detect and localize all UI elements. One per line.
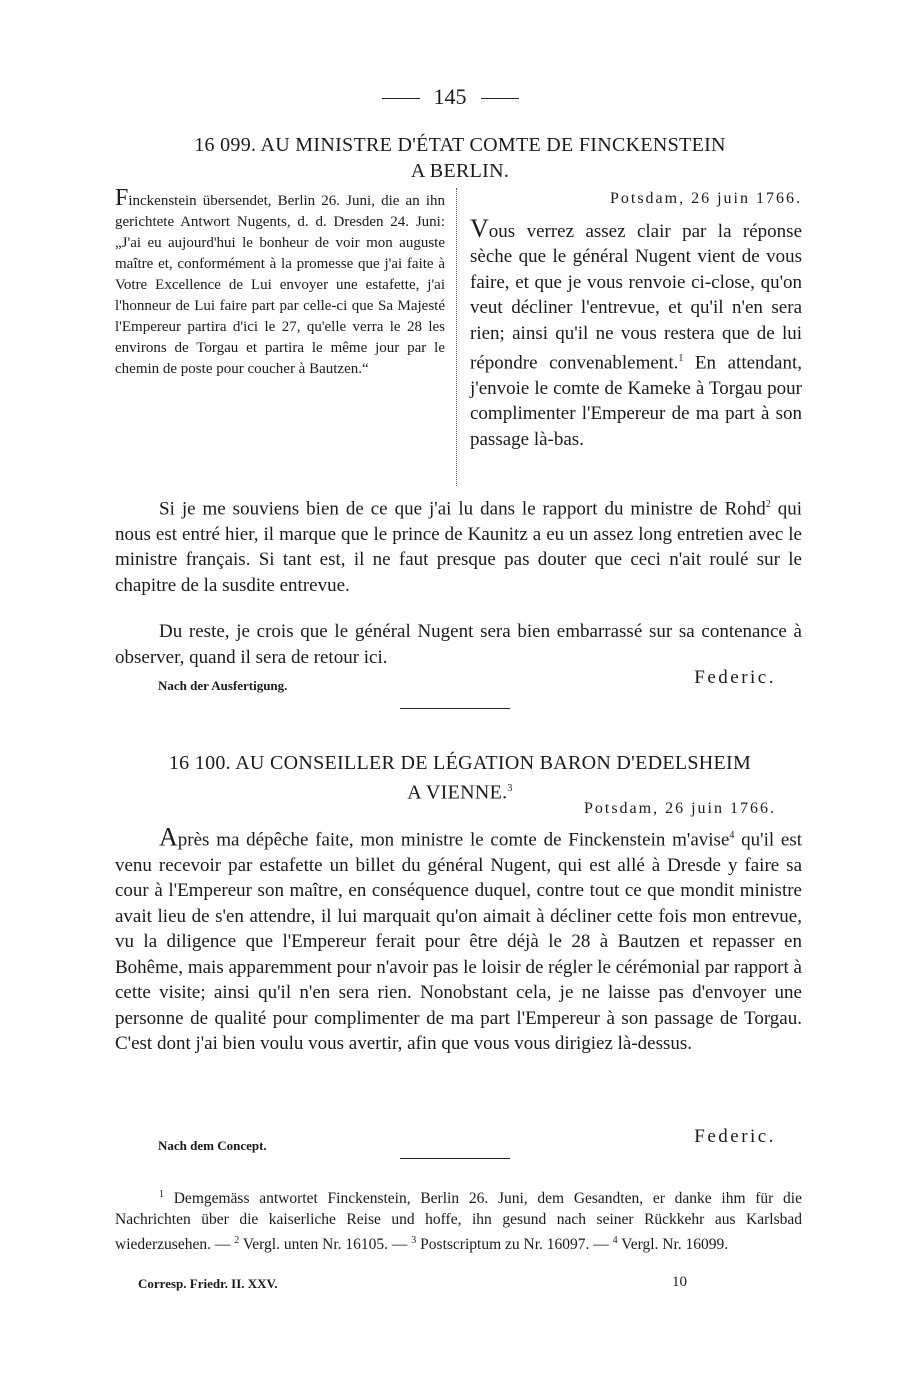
summary-text: inckenstein übersendet, Berlin 26. Juni, die an ihn gerichtete Antwort Nugents, d. d. Dresden 24. Juni: „J'ai eu aujourd'hui le bonheur de voir mon auguste maître et, conformément à la promesse que j'ai faite à Votre Excellence de Lui envoyer une estafette, j'ai l'honneur de Lui faire part par celle-ci que Sa Majesté l'Empereur partira d'ici le 27, qu'elle verra le 28 les environs de Torgau et partira le même jour par le chemin de poste pour coucher à Bautzen.“ [115,193,445,377]
letter1-summary [115,185,445,380]
para2-part2: qui nous est entré hier, il marque que le prince de Kaunitz a eu un assez long entretien avec le ministre français. Si tant est, il ne faut presque pas douter que ceci n'ait roulé sur le chapitre de la susdite entrevue. [115,498,803,596]
letter2-title-line1: AU CONSEILLER DE LÉGATION BARON D'EDELSHEIM [235,752,752,774]
footnote-text-3: Postscriptum zu Nr. 16097. — [416,1236,609,1254]
letter1-heading [115,132,805,184]
footnote-text-2: Vergl. unten Nr. 16105. — [239,1236,408,1254]
letter1-text-part1: ous verrez assez clair par la réponse sèche que le général Nugent vient de vous faire, et que je vous renvoie ci-close, qu'on veut décliner l'entrevue, et qu'il n'en sera rien; ainsi qu'il ne vous restera que de lui répondre convenablement. [470,220,802,374]
letter1-text-part2: En attendant, j'envoie le comte de Kameke à Torgau pour complimenter l'Empereur de ma part à son passage là-bas. [470,352,802,450]
letter1-initial: V [470,213,489,243]
letter2-place-date: Potsdam, 26 juin 1766. [583,800,776,817]
section-separator-1 [400,708,510,709]
footnote-ref-2[interactable]: 2 [765,499,771,510]
footnotes [115,1184,802,1255]
letter1-title-line2: A BERLIN. [410,160,510,182]
letter1-place-date: Potsdam, 26 juin 1766. [609,190,802,207]
footnote-text-4: Vergl. Nr. 16099. [617,1236,729,1254]
letter2-signature: Federic. [694,1126,776,1147]
section-separator-2 [400,1158,510,1159]
letter2-text-part1: près ma dépêche faite, mon ministre le comte de Finckenstein m'avise [177,829,730,851]
footer-reference: Corresp. Friedr. II. XXV. [138,1276,278,1291]
letter2-heading [115,750,805,806]
dash-left [382,98,420,99]
letter1-number: 16 099. [194,134,257,156]
letter2-title-line2: A VIENNE. [407,781,508,804]
page-number-line [0,84,900,110]
letter2-initial: A [159,822,178,852]
footnote-mark-1: 1 [159,1189,164,1200]
footnote-mark-3: 3 [411,1235,417,1247]
letter1-source: Nach der Ausfertigung. [158,678,288,693]
letter2-text-part2: qu'il est venu recevoir par estafette un billet du général Nugent, qui est allé à Dresde y faire sa cour à l'Empereur son maître, en conséquence duquel, contre tout ce que mondit ministre avait lieu de s'en attendre, il lui marquait qu'on aimait à décliner cette fois mon entrevue, vu la diligence que l'Empereur ferait pour être déjà le 28 à Bautzen et repasser en Bohême, mais apparemment pour n'avoir pas le loisir de régler le cérémonial par rapport à cette visite; ainsi qu'il n'en sera rien. Nonobstant cela, je ne laisse pas d'envoyer une personne de qualité pour complimenter de ma part l'Empereur à son passage de Torgau. C'est dont j'ai bien voulu vous avertir, afin que vous vous dirigiez là-dessus. [115,829,802,1055]
footer-signature-mark: 10 [672,1274,687,1290]
footnote-mark-2: 2 [234,1235,240,1247]
summary-initial: F [115,185,129,211]
column-divider [456,188,457,486]
para2-part1: Si je me souviens bien de ce que j'ai lu dans le rapport du ministre de Rohd [159,498,766,520]
page-number: 145 [433,84,467,109]
footnote-ref-1[interactable]: 1 [678,353,684,364]
letter2-number: 16 100. [168,752,231,774]
footnote-mark-4: 4 [612,1235,618,1247]
letter1-signature: Federic. [694,667,776,688]
dash-right [481,98,519,99]
letter2-source: Nach dem Concept. [158,1138,267,1153]
letter1-paragraph2 [115,492,802,598]
footnote-ref-3[interactable]: 3 [507,783,513,794]
letter2-text [115,823,802,1057]
footnote-text-1: Demgemäss antwortet Finckenstein, Berlin 26. Juni, dem Gesandten, er danke ihm für die Nachrichten über die kaiserliche Reise und hoffe, ihn gesund nach seiner Rückkehr aus Karlsbad wiederzusehen. — [115,1190,802,1254]
letter1-title-line1: AU MINISTRE D'ÉTAT COMTE DE FINCKENSTEIN [260,134,726,156]
letter1-text [470,186,802,452]
footnote-ref-4[interactable]: 4 [729,830,735,841]
letter1-paragraph3: Du reste, je crois que le général Nugent sera bien embarrassé sur sa contenance à observer, quand il sera de retour ici. [115,621,802,668]
